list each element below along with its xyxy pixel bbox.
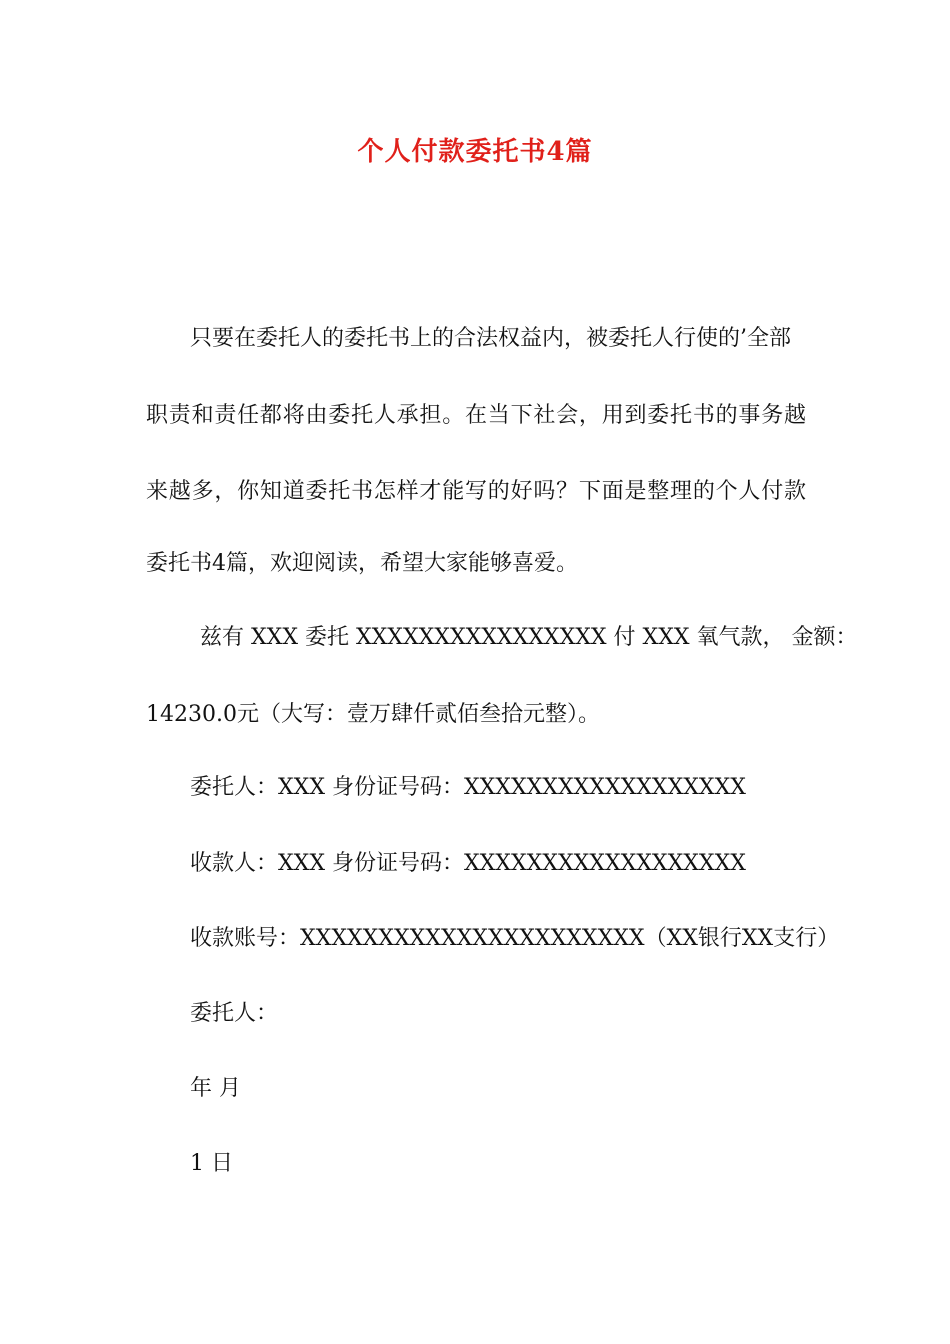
intro-line-2: 职责和责任都将由委托人承担。在当下社会，用到委托书的事务越 xyxy=(146,403,806,428)
intro-line-4: 委托书4篇，欢迎阅读，希望大家能够喜爱。 xyxy=(146,551,578,576)
date-day: 1 日 xyxy=(190,1151,233,1176)
payee-line: 收款人：XXX 身份证号码：XXXXXXXXXXXXXXXXXX xyxy=(190,851,746,876)
principal-line: 委托人：XXX 身份证号码：XXXXXXXXXXXXXXXXXX xyxy=(190,775,746,800)
intro-line-3: 来越多，你知道委托书怎样才能写的好吗？下面是整理的个人付款 xyxy=(146,479,806,504)
signature-label: 委托人： xyxy=(190,1001,279,1026)
entrust-line-1: 兹有 XXX 委托 XXXXXXXXXXXXXXXX 付 XXX 氧气款， 金额： xyxy=(200,625,858,650)
entrust-line-2: 14230.0元（大写：壹万肆仟贰佰叁拾元整）。 xyxy=(146,702,600,727)
intro-line-1: 只要在委托人的委托书上的合法权益内，被委托人行使的’全部 xyxy=(190,326,791,351)
date-year-month: 年 月 xyxy=(190,1076,241,1101)
account-line: 收款账号：XXXXXXXXXXXXXXXXXXXXXX（XX银行XX支行） xyxy=(190,926,840,951)
document-title: 个人付款委托书4篇 xyxy=(357,137,593,167)
